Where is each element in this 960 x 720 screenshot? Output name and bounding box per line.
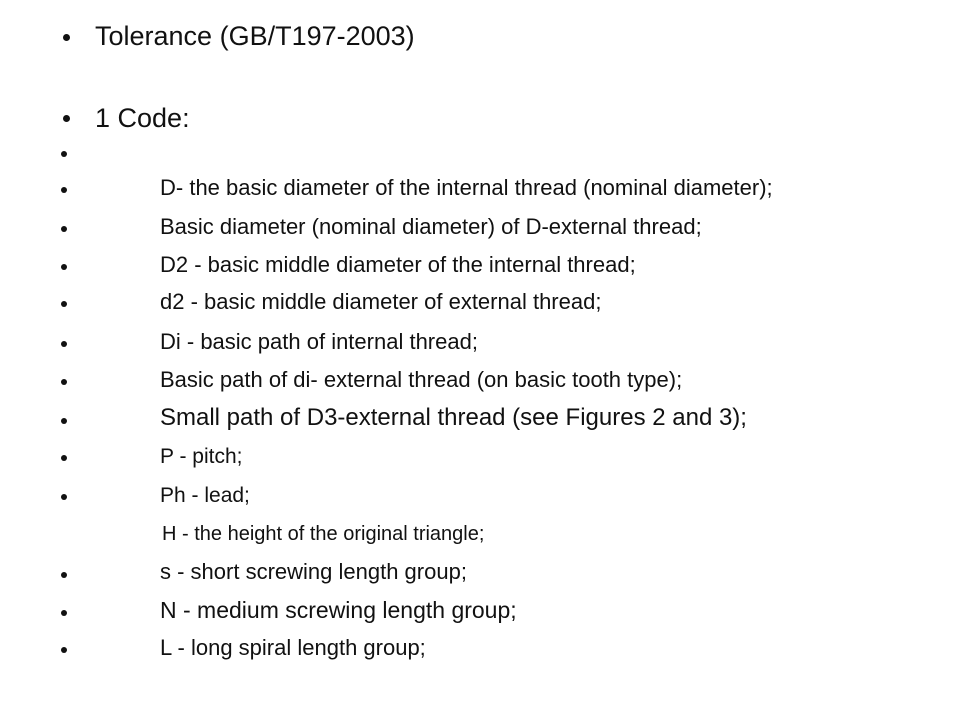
bullet-item bbox=[61, 455, 67, 461]
bullet-item bbox=[61, 301, 67, 307]
bullet-section bbox=[63, 115, 70, 122]
list-item: P - pitch; bbox=[160, 445, 243, 468]
list-item: L - long spiral length group; bbox=[160, 635, 426, 660]
list-item: Basic path of di- external thread (on basic tooth type); bbox=[160, 367, 683, 392]
bullet-item bbox=[61, 226, 67, 232]
bullet-item bbox=[61, 264, 67, 270]
list-item: Di - basic path of internal thread; bbox=[160, 329, 478, 354]
bullet-item bbox=[61, 610, 67, 616]
bullet-item bbox=[61, 418, 67, 424]
list-item: N - medium screwing length group; bbox=[160, 597, 517, 623]
list-item: Ph - lead; bbox=[160, 484, 250, 507]
bullet-heading bbox=[63, 34, 70, 41]
section-title: 1 Code: bbox=[95, 103, 190, 133]
bullet-item bbox=[61, 187, 67, 193]
bullet-item bbox=[61, 572, 67, 578]
bullet-item bbox=[61, 341, 67, 347]
bullet-item bbox=[61, 494, 67, 500]
list-item: s - short screwing length group; bbox=[160, 559, 467, 584]
list-item: D2 - basic middle diameter of the internal thread; bbox=[160, 252, 636, 277]
list-item: d2 - basic middle diameter of external thread; bbox=[160, 289, 602, 314]
list-item: Basic diameter (nominal diameter) of D-external thread; bbox=[160, 214, 702, 239]
bullet-empty bbox=[61, 151, 67, 157]
bullet-item bbox=[61, 379, 67, 385]
bullet-item bbox=[61, 647, 67, 653]
list-item: H - the height of the original triangle; bbox=[162, 523, 485, 545]
list-item: D- the basic diameter of the internal thread (nominal diameter); bbox=[160, 175, 773, 200]
slide-heading: Tolerance (GB/T197-2003) bbox=[95, 21, 415, 51]
list-item: Small path of D3-external thread (see Figures 2 and 3); bbox=[160, 404, 747, 431]
